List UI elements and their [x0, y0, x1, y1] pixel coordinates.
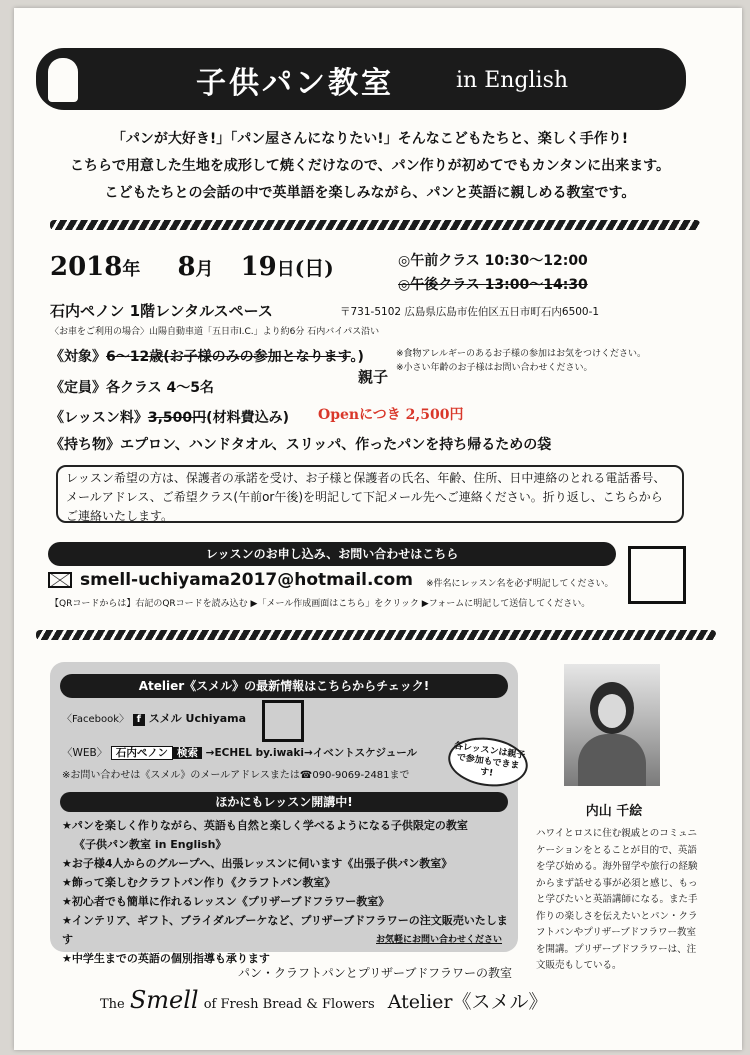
fee-suffix: (材料費込み): [206, 410, 289, 426]
page-title: 子供パン教室: [196, 66, 394, 101]
footer-smell-logo: Smell: [129, 986, 199, 1014]
venue-address: 〒731-5102 広島県広島市佐伯区五日市町石内6500-1: [340, 306, 600, 318]
fee-label: 《レッスン料》: [50, 410, 148, 426]
title-banner: [36, 48, 686, 110]
qr-instructions: 【QRコードからは】右記のQRコードを読み込む ▶「メール作成画面はこちら」をクリック ▶フォームに明記して送信してください。: [50, 599, 591, 609]
capacity-row: [50, 377, 214, 397]
email-note: ※件名にレッスン名を必ず明記してください。: [426, 579, 614, 589]
fee-row: [50, 407, 289, 427]
footer-tagline: パン・クラフトパンとプリザーブドフラワーの教室: [237, 966, 513, 980]
fee-struck: 3,500円: [147, 410, 207, 426]
target-handwritten: 親子: [358, 368, 389, 386]
class-afternoon: ◎午後クラス 13:00〜14:30: [398, 277, 588, 293]
rope-divider: [50, 220, 700, 230]
bring-label: 《持ち物》: [50, 437, 120, 453]
date-year: 2018: [50, 252, 123, 282]
contact-qr-code[interactable]: [628, 546, 686, 604]
bring-value: エプロン、ハンドタオル、スリッパ、作ったパンを持ち帰るための袋: [120, 437, 552, 453]
web-row: [62, 744, 417, 763]
footer-middle: of Fresh Bread & Flowers: [203, 997, 375, 1012]
profile-name: 内山 千絵: [585, 804, 643, 819]
lesson-item: ★飾って楽しむクラフトパン作り《クラフトパン教室》: [62, 876, 336, 889]
capacity-value: 各クラス 4〜5名: [106, 380, 214, 396]
lessons-bar: ほかにもレッスン開講中!: [60, 792, 508, 812]
intro-line: こちらで用意した生地を成形して焼くだけなので、パン作りが初めてでもカンタンに出来ます。: [70, 158, 670, 174]
event-date: [50, 252, 334, 282]
facebook-qr-code[interactable]: [262, 700, 304, 742]
bring-row: [50, 434, 551, 454]
target-row: [50, 346, 364, 366]
lesson-item: 《子供パン教室 in English》: [74, 838, 227, 851]
venue-name: 石内ペノン 1階レンタルスペース: [50, 302, 273, 320]
capacity-label: 《定員》: [50, 380, 106, 396]
speech-bubble: 各レッスンは親子で参加もできます!: [445, 733, 531, 792]
web-search-term: 石内ペノン: [111, 746, 173, 760]
contact-email[interactable]: smell-uchiyama2017@hotmail.com: [80, 570, 413, 590]
atelier-bar: Atelier《スメル》の最新情報はこちらからチェック!: [60, 674, 508, 698]
venue-access: 〈お車をご利用の場合〉山陽自動車道「五日市I.C.」より約6分 石内バイパス沿い: [50, 327, 380, 337]
target-note: ※食物アレルギーのあるお子様の参加はお気をつけください。: [396, 349, 646, 359]
lessons-list: [62, 816, 512, 968]
mail-icon: [48, 572, 72, 588]
lesson-item: ★お子様4人からのグループへ、出張レッスンに伺います《出張子供パン教室》: [62, 857, 453, 870]
facebook-label: 〈Facebook〉: [62, 714, 129, 725]
lesson-item: ★初心者でも簡単に作れるレッスン《プリザーブドフラワー教室》: [62, 895, 390, 908]
lesson-item: ★中学生までの英語の個別指導も承ります: [62, 952, 270, 965]
web-search-button[interactable]: 検索: [173, 747, 202, 759]
facebook-icon: f: [133, 714, 145, 726]
footer-brand-line: [100, 986, 660, 1014]
date-month: 8: [177, 252, 196, 282]
intro-line: 「パンが大好き!」「パン屋さんになりたい!」そんなこどもたちと、楽しく手作り!: [111, 131, 629, 147]
rope-divider: [36, 630, 716, 640]
facebook-value[interactable]: スメル Uchiyama: [148, 712, 247, 725]
footer-prefix: The: [100, 997, 125, 1012]
profile-bio: ハワイとロスに住む親戚とのコミュニケーションをとることが目的で、英語を学び始める。海外留学や旅行の経験からまず話せる事が必須と感じ、もっと学びたいと英語講師になる。また手作りの楽しさを伝えたいとパン・クラフトパンやプリザーブドフラワー教室を開講。プリザーブドフラワーは、注文販売もしている。: [536, 828, 698, 971]
intro: [50, 126, 690, 207]
intro-line: こどもたちとの会話の中で英単語を楽しみながら、パンと英語に親しめる教室です。: [104, 185, 636, 201]
web-path: →ECHEL by.iwaki→イベントスケジュール: [205, 747, 418, 759]
lesson-item: ★パンを楽しく作りながら、英語も自然と楽しく学べるようになる子供限定の教室: [62, 819, 468, 832]
page-subtitle: in English: [456, 68, 569, 93]
footer-brand: Atelier《スメル》: [387, 991, 548, 1013]
target-label: 《対象》: [50, 349, 106, 365]
lesson-item: ★インテリア、ギフト、ブライダルブーケなど、プリザーブドフラワーの注文販売いたします: [62, 914, 508, 946]
date-day-unit: 日: [276, 259, 295, 280]
target-close: 。): [350, 349, 364, 365]
date-month-unit: 月: [195, 259, 214, 280]
contact-bar: レッスンのお申し込み、お問い合わせはこちら: [48, 542, 616, 566]
profile-photo: [564, 664, 660, 786]
date-day: 19: [240, 252, 277, 282]
fee-handwritten: Openにつき 2,500円: [318, 407, 464, 423]
closing-note: お気軽にお問い合わせください: [376, 935, 503, 945]
date-weekday: (日): [294, 256, 334, 280]
web-label: 〈WEB〉: [62, 747, 108, 759]
bread-icon: [48, 58, 78, 102]
date-year-unit: 年: [122, 259, 141, 280]
phone-note: ※お問い合わせは《スメル》のメールアドレスまたは☎090-9069-2481まで: [62, 770, 410, 781]
target-struck: 6〜12歳(お子様のみの参加となります: [106, 349, 351, 365]
facebook-row: [62, 709, 246, 729]
class-morning: ◎午前クラス 10:30〜12:00: [398, 253, 588, 269]
target-note: ※小さい年齢のお子様はお問い合わせください。: [396, 363, 593, 373]
application-notice: レッスン希望の方は、保護者の承諾を受け、お子様と保護者の氏名、年齢、住所、日中連絡のとれる電話番号、メールアドレス、ご希望クラス(午前or午後)を明記して下記メール先へご連絡ください。折り返し、こちらからご連絡いたします。: [56, 465, 684, 523]
